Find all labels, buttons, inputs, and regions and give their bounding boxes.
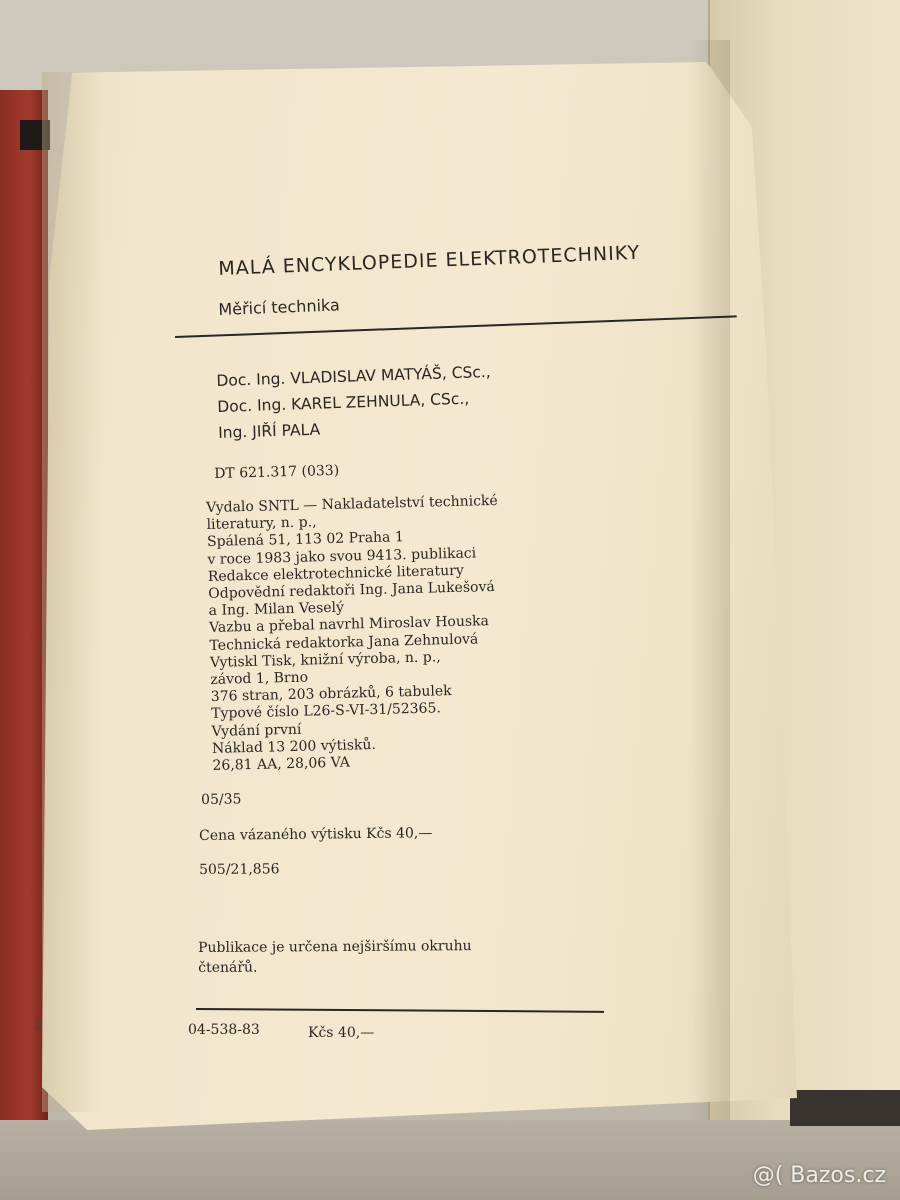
author-line: Ing. JIŘÍ PALA — [217, 420, 321, 442]
imprint-line: Typové číslo L26-S-VI-31/52365. — [211, 700, 442, 723]
imprint-line: Vytiskl Tisk, knižní výroba, n. p., — [209, 649, 441, 671]
print-code: 05/35 — [201, 791, 242, 808]
imprint-line: Náklad 13 200 výtisků. — [211, 736, 377, 757]
imprint-line: v roce 1983 jako svou 9413. publikaci — [207, 545, 477, 568]
title-divider — [175, 315, 737, 338]
book-subtitle: Měřicí technika — [218, 295, 341, 319]
cover-edge-digit: 3 — [34, 1018, 43, 1033]
imprint-line: Vydání první — [211, 721, 302, 740]
bazos-watermark: @( Bazos.cz — [752, 1163, 886, 1188]
series-title: MALÁ ENCYKLOPEDIE ELEKTROTECHNIKY — [218, 241, 641, 280]
dt-classification: DT 621.317 (033) — [214, 462, 340, 482]
imprint-line: 26,81 AA, 28,06 VA — [212, 754, 351, 774]
bound-copy-price: Cena vázaného výtisku Kčs 40,— — [199, 825, 433, 844]
imprint-line: literatury, n. p., — [206, 514, 317, 534]
catalog-code: 505/21,856 — [199, 861, 280, 878]
imprint-line: závod 1, Brno — [210, 669, 309, 688]
audience-line: čtenářů. — [198, 959, 258, 976]
imprint-line: Spálená 51, 113 02 Praha 1 — [206, 529, 404, 551]
imprint-line: Technická redaktorka Jana Zehnulová — [209, 631, 479, 654]
imprint-line: Redakce elektrotechnické literatury — [207, 562, 464, 585]
author-line: Doc. Ing. VLADISLAV MATYÁŠ, CSc., — [216, 362, 491, 390]
imprint-line: 376 stran, 203 obrázků, 6 tabulek — [210, 683, 452, 706]
imprint-line: Vydalo SNTL — Nakladatelství technické — [206, 492, 498, 516]
footer-price: Kčs 40,— — [308, 1025, 375, 1041]
author-line: Doc. Ing. KAREL ZEHNULA, CSc., — [216, 389, 470, 416]
footer-code: 04-538-83 — [188, 1022, 260, 1038]
audience-line: Publikace je určena nejširšímu okruhu — [198, 938, 472, 956]
imprint-line: a Ing. Milan Veselý — [208, 599, 345, 620]
footer-divider — [196, 1008, 604, 1013]
imprint-line: Odpovědní redaktoři Ing. Jana Lukešová — [208, 578, 495, 602]
author-list — [216, 359, 493, 446]
imprint-block — [206, 493, 504, 775]
imprint-line: Vazbu a přebal navrhl Miroslav Houska — [208, 613, 490, 637]
audience-note — [198, 936, 472, 978]
